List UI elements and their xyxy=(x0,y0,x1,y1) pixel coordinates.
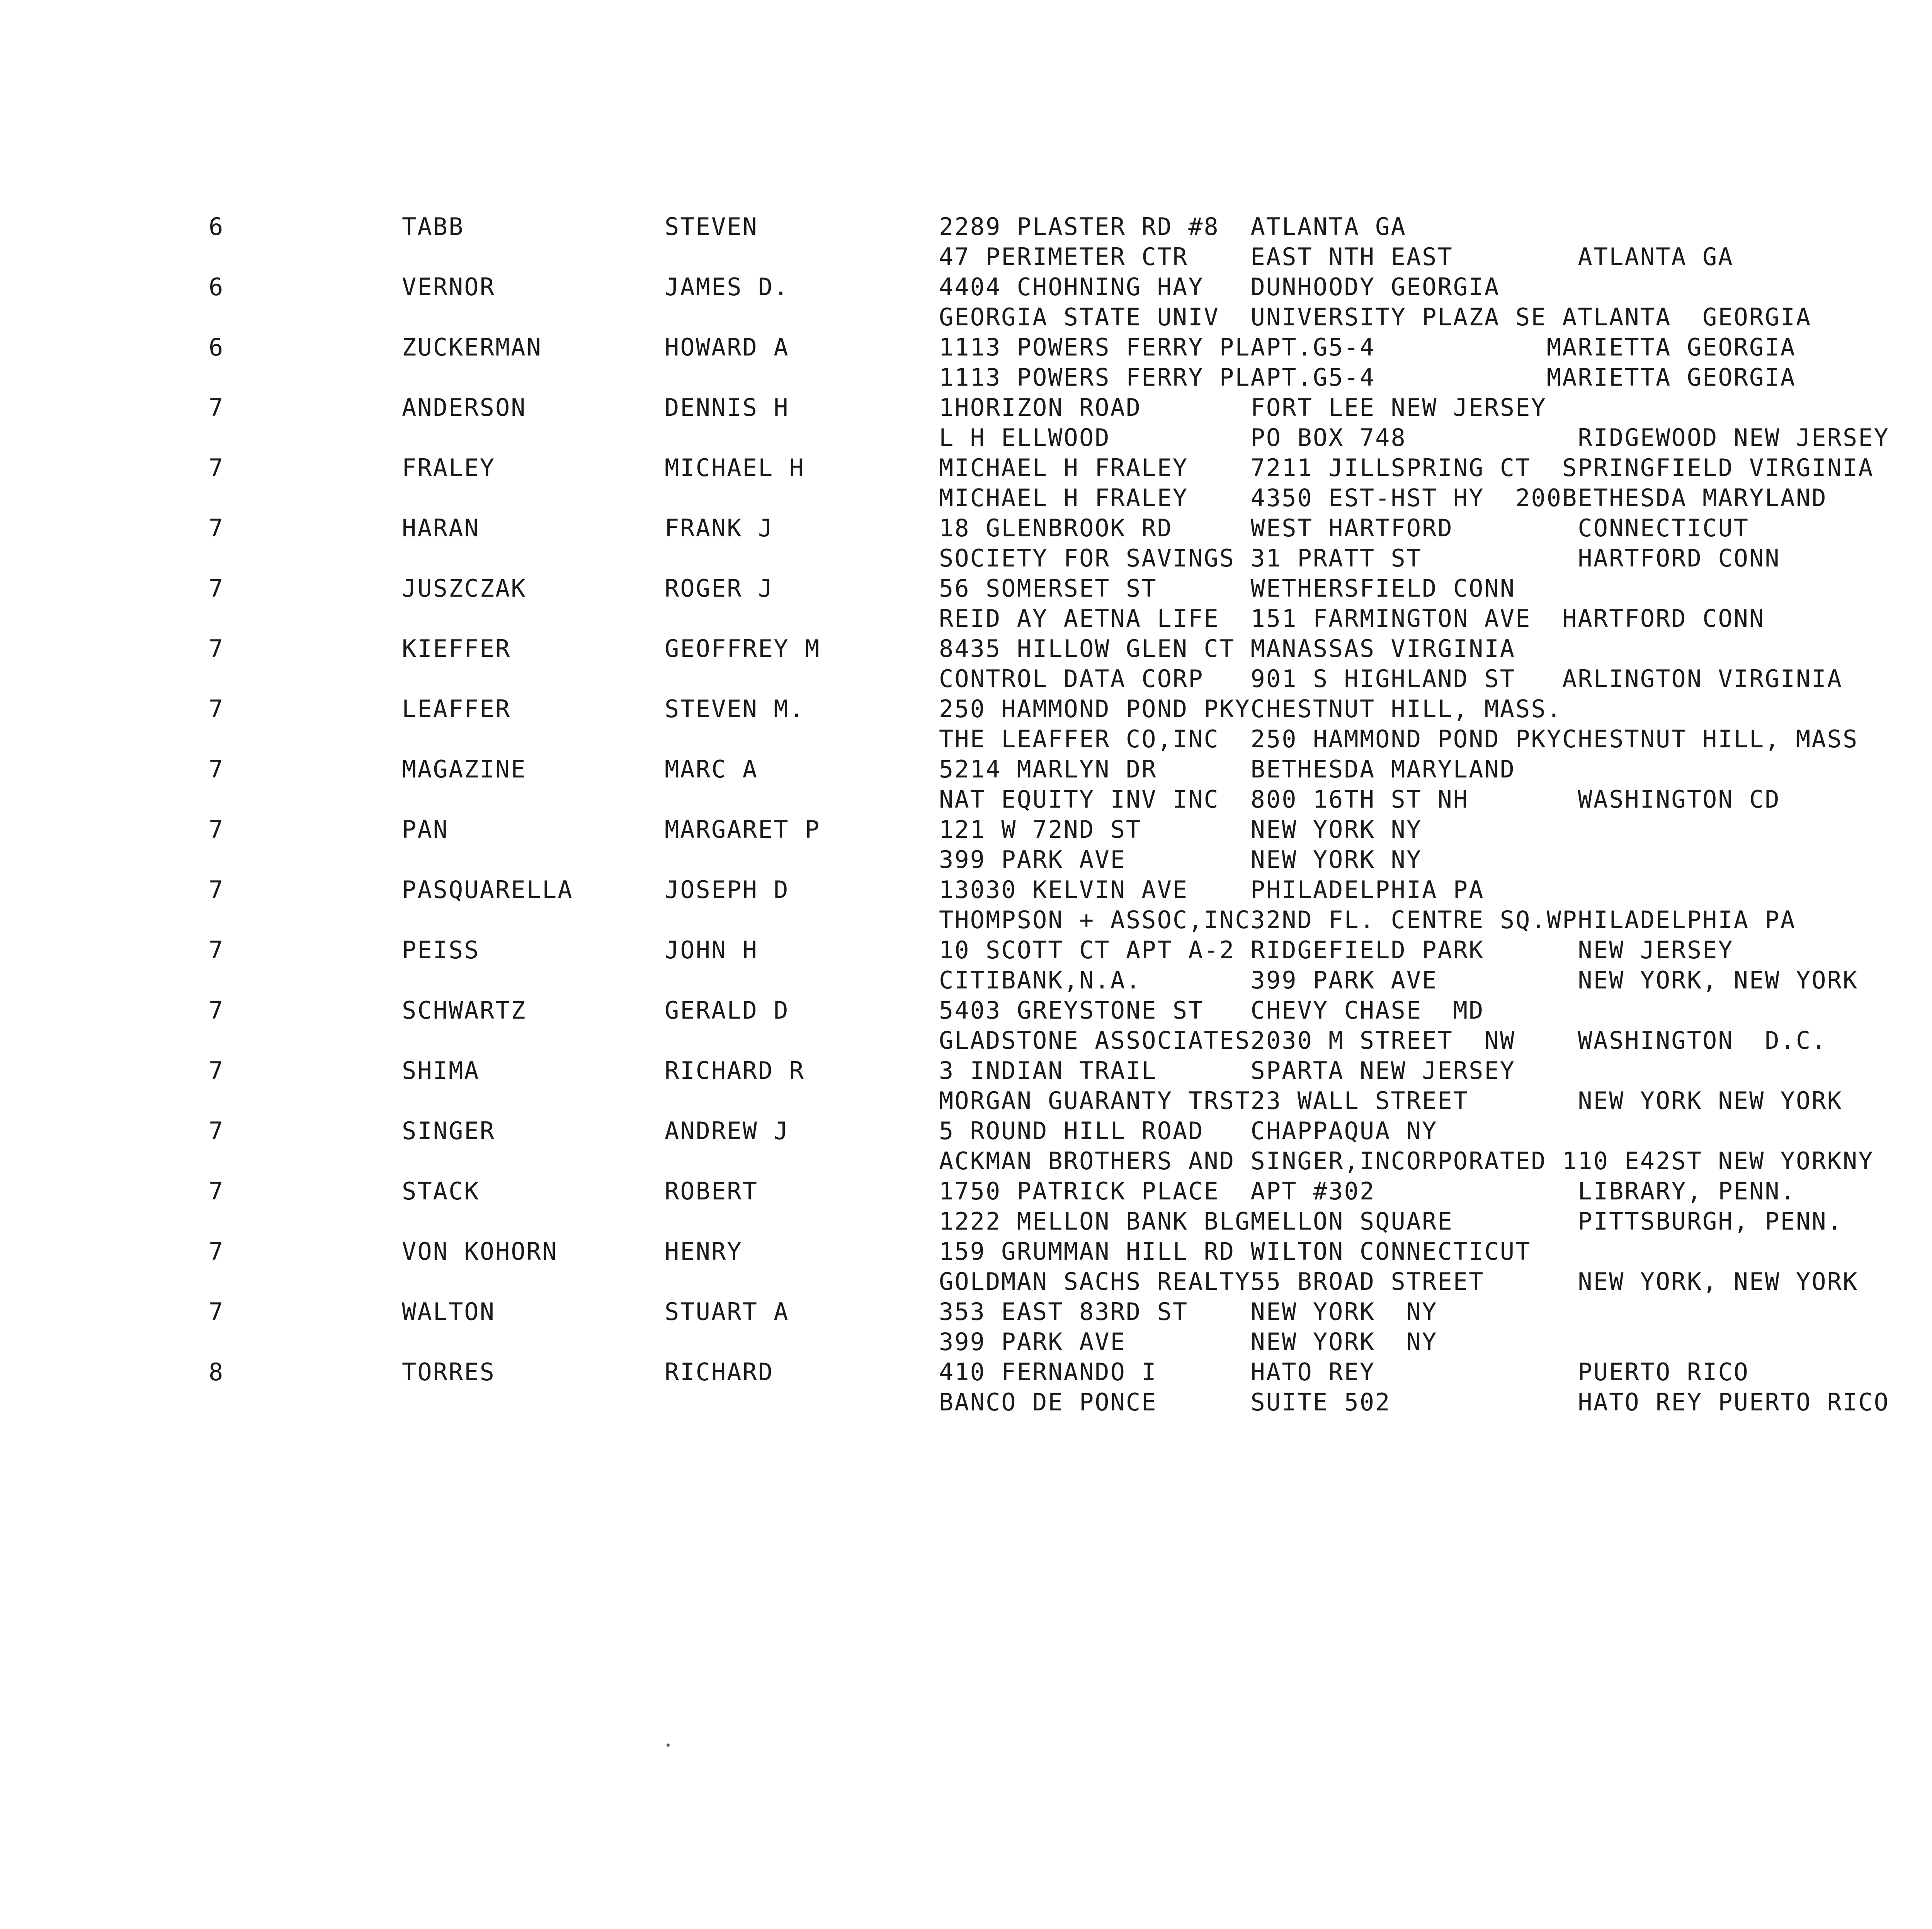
address-text: CITIBANK,N.A. 399 PARK AVE NEW YORK, NEW YORK xyxy=(939,966,1859,994)
address-text: 5403 GREYSTONE ST CHEVY CHASE MD xyxy=(939,996,1485,1024)
record-home-line xyxy=(0,393,1932,423)
record-home-line xyxy=(0,634,1932,664)
address-text: 1750 PATRICK PLACE APT #302 LIBRARY, PENN. xyxy=(939,1177,1796,1205)
address-text: 8435 HILLOW GLEN CT MANASSAS VIRGINIA xyxy=(939,634,1516,663)
record-home-line xyxy=(0,1176,1932,1206)
record-home-line xyxy=(0,1357,1932,1387)
group-number: 7 xyxy=(209,936,224,964)
record-business-line xyxy=(0,1206,1932,1237)
first-name: GERALD D xyxy=(665,996,789,1024)
record-business-line xyxy=(0,905,1932,935)
last-name: TABB xyxy=(402,213,464,241)
address-text: 250 HAMMOND POND PKYCHESTNUT HILL, MASS. xyxy=(939,695,1563,723)
address-text: ACKMAN BROTHERS AND SINGER,INCORPORATED 110 E42ST NEW YORKNY xyxy=(939,1147,1874,1175)
record-home-line xyxy=(0,513,1932,543)
first-name: STUART A xyxy=(665,1298,789,1326)
last-name: SINGER xyxy=(402,1117,495,1145)
first-name: FRANK J xyxy=(665,514,774,542)
last-name: TORRES xyxy=(402,1358,495,1386)
record-home-line xyxy=(0,1056,1932,1086)
address-text: 47 PERIMETER CTR EAST NTH EAST ATLANTA GA xyxy=(939,243,1734,271)
last-name: KIEFFER xyxy=(402,634,511,663)
address-text: 10 SCOTT CT APT A-2 RIDGEFIELD PARK NEW JERSEY xyxy=(939,936,1734,964)
group-number: 7 xyxy=(209,815,224,844)
first-name: DENNIS H xyxy=(665,393,789,422)
first-name: STEVEN xyxy=(665,213,758,241)
last-name: FRALEY xyxy=(402,454,495,482)
last-name: ANDERSON xyxy=(402,393,527,422)
record-business-line xyxy=(0,362,1932,393)
address-text: NAT EQUITY INV INC 800 16TH ST NH WASHINGTON CD xyxy=(939,785,1781,813)
address-text: 410 FERNANDO I HATO REY PUERTO RICO xyxy=(939,1358,1750,1386)
last-name: LEAFFER xyxy=(402,695,511,723)
group-number: 7 xyxy=(209,755,224,783)
group-number: 7 xyxy=(209,1117,224,1145)
record-home-line xyxy=(0,1116,1932,1146)
address-text: 5214 MARLYN DR BETHESDA MARYLAND xyxy=(939,755,1516,783)
record-business-line xyxy=(0,1387,1932,1417)
address-text: 1HORIZON ROAD FORT LEE NEW JERSEY xyxy=(939,393,1547,422)
record-home-line xyxy=(0,212,1932,242)
record-home-line xyxy=(0,1237,1932,1267)
last-name: PEISS xyxy=(402,936,480,964)
last-name: VERNOR xyxy=(402,273,495,301)
last-name: PAN xyxy=(402,815,449,844)
address-text: 399 PARK AVE NEW YORK NY xyxy=(939,1328,1438,1356)
record-home-line xyxy=(0,1297,1932,1327)
address-text: 56 SOMERSET ST WETHERSFIELD CONN xyxy=(939,574,1516,602)
group-number: 7 xyxy=(209,393,224,422)
address-text: BANCO DE PONCE SUITE 502 HATO REY PUERTO RICO xyxy=(939,1388,1889,1416)
first-name: STEVEN M. xyxy=(665,695,805,723)
last-name: JUSZCZAK xyxy=(402,574,527,602)
address-text: 13030 KELVIN AVE PHILADELPHIA PA xyxy=(939,876,1485,904)
address-text: MICHAEL H FRALEY 7211 JILLSPRING CT SPRINGFIELD VIRGINIA xyxy=(939,454,1874,482)
record-business-line xyxy=(0,724,1932,754)
group-number: 7 xyxy=(209,634,224,663)
address-text: CONTROL DATA CORP 901 S HIGHLAND ST ARLINGTON VIRGINIA xyxy=(939,665,1843,693)
record-business-line xyxy=(0,543,1932,573)
record-business-line xyxy=(0,1267,1932,1297)
last-name: SCHWARTZ xyxy=(402,996,527,1024)
address-text: 159 GRUMMAN HILL RD WILTON CONNECTICUT xyxy=(939,1237,1531,1266)
group-number: 7 xyxy=(209,514,224,542)
address-text: 1222 MELLON BANK BLGMELLON SQUARE PITTSBURGH, PENN. xyxy=(939,1207,1843,1235)
last-name: SHIMA xyxy=(402,1056,480,1085)
address-text: SOCIETY FOR SAVINGS 31 PRATT ST HARTFORD CONN xyxy=(939,544,1781,572)
address-text: THE LEAFFER CO,INC 250 HAMMOND POND PKYCHESTNUT HILL, MASS xyxy=(939,725,1859,753)
address-text: 353 EAST 83RD ST NEW YORK NY xyxy=(939,1298,1438,1326)
first-name: ROGER J xyxy=(665,574,774,602)
record-home-line xyxy=(0,573,1932,604)
record-home-line xyxy=(0,694,1932,724)
record-business-line xyxy=(0,1086,1932,1116)
first-name: ANDREW J xyxy=(665,1117,789,1145)
address-text: MORGAN GUARANTY TRST23 WALL STREET NEW YORK NEW YORK xyxy=(939,1087,1843,1115)
record-business-line xyxy=(0,242,1932,272)
first-name: MICHAEL H xyxy=(665,454,805,482)
record-home-line xyxy=(0,935,1932,965)
record-home-line xyxy=(0,332,1932,362)
stray-mark xyxy=(667,1744,670,1747)
last-name: VON KOHORN xyxy=(402,1237,558,1266)
group-number: 7 xyxy=(209,1177,224,1205)
first-name: RICHARD R xyxy=(665,1056,805,1085)
record-business-line xyxy=(0,483,1932,513)
record-home-line xyxy=(0,815,1932,845)
record-home-line xyxy=(0,875,1932,905)
group-number: 7 xyxy=(209,1298,224,1326)
record-business-line xyxy=(0,604,1932,634)
group-number: 7 xyxy=(209,574,224,602)
first-name: ROBERT xyxy=(665,1177,758,1205)
record-business-line xyxy=(0,965,1932,995)
first-name: JAMES D. xyxy=(665,273,789,301)
first-name: MARGARET P xyxy=(665,815,821,844)
group-number: 7 xyxy=(209,454,224,482)
first-name: JOSEPH D xyxy=(665,876,789,904)
last-name: WALTON xyxy=(402,1298,495,1326)
address-text: GEORGIA STATE UNIV UNIVERSITY PLAZA SE ATLANTA GEORGIA xyxy=(939,303,1812,331)
address-text: 399 PARK AVE NEW YORK NY xyxy=(939,845,1422,874)
address-text: 5 ROUND HILL ROAD CHAPPAQUA NY xyxy=(939,1117,1438,1145)
group-number: 7 xyxy=(209,1237,224,1266)
address-text: 2289 PLASTER RD #8 ATLANTA GA xyxy=(939,213,1406,241)
address-text: 3 INDIAN TRAIL SPARTA NEW JERSEY xyxy=(939,1056,1516,1085)
record-home-line xyxy=(0,453,1932,483)
record-business-line xyxy=(0,423,1932,453)
group-number: 6 xyxy=(209,273,224,301)
last-name: STACK xyxy=(402,1177,480,1205)
group-number: 6 xyxy=(209,333,224,361)
record-business-line xyxy=(0,845,1932,875)
last-name: HARAN xyxy=(402,514,480,542)
address-text: GLADSTONE ASSOCIATES2030 M STREET NW WASHINGTON D.C. xyxy=(939,1026,1827,1055)
group-number: 7 xyxy=(209,876,224,904)
last-name: ZUCKERMAN xyxy=(402,333,542,361)
first-name: HOWARD A xyxy=(665,333,789,361)
address-text: L H ELLWOOD PO BOX 748 RIDGEWOOD NEW JERSEY xyxy=(939,424,1889,452)
address-text: GOLDMAN SACHS REALTY55 BROAD STREET NEW YORK, NEW YORK xyxy=(939,1267,1859,1296)
group-number: 7 xyxy=(209,1056,224,1085)
record-home-line xyxy=(0,995,1932,1026)
group-number: 6 xyxy=(209,213,224,241)
record-business-line xyxy=(0,784,1932,815)
first-name: HENRY xyxy=(665,1237,743,1266)
record-home-line xyxy=(0,272,1932,302)
first-name: JOHN H xyxy=(665,936,758,964)
address-text: THOMPSON + ASSOC,INC32ND FL. CENTRE SQ.WPHILADELPHIA PA xyxy=(939,906,1796,934)
first-name: GEOFFREY M xyxy=(665,634,821,663)
record-business-line xyxy=(0,1026,1932,1056)
first-name: RICHARD xyxy=(665,1358,774,1386)
last-name: MAGAZINE xyxy=(402,755,527,783)
group-number: 7 xyxy=(209,996,224,1024)
address-text: MICHAEL H FRALEY 4350 EST-HST HY 200BETHESDA MARYLAND xyxy=(939,484,1827,512)
group-number: 7 xyxy=(209,695,224,723)
record-home-line xyxy=(0,754,1932,784)
group-number: 8 xyxy=(209,1358,224,1386)
record-business-line xyxy=(0,1146,1932,1176)
address-text: 4404 CHOHNING HAY DUNHOODY GEORGIA xyxy=(939,273,1500,301)
first-name: MARC A xyxy=(665,755,758,783)
address-text: 18 GLENBROOK RD WEST HARTFORD CONNECTICUT xyxy=(939,514,1750,542)
last-name: PASQUARELLA xyxy=(402,876,573,904)
address-text: 1113 POWERS FERRY PLAPT.G5-4 MARIETTA GEORGIA xyxy=(939,363,1796,391)
record-business-line xyxy=(0,1327,1932,1357)
record-business-line xyxy=(0,302,1932,332)
address-text: REID AY AETNA LIFE 151 FARMINGTON AVE HARTFORD CONN xyxy=(939,604,1765,633)
address-text: 1113 POWERS FERRY PLAPT.G5-4 MARIETTA GEORGIA xyxy=(939,333,1796,361)
address-text: 121 W 72ND ST NEW YORK NY xyxy=(939,815,1422,844)
record-business-line xyxy=(0,664,1932,694)
